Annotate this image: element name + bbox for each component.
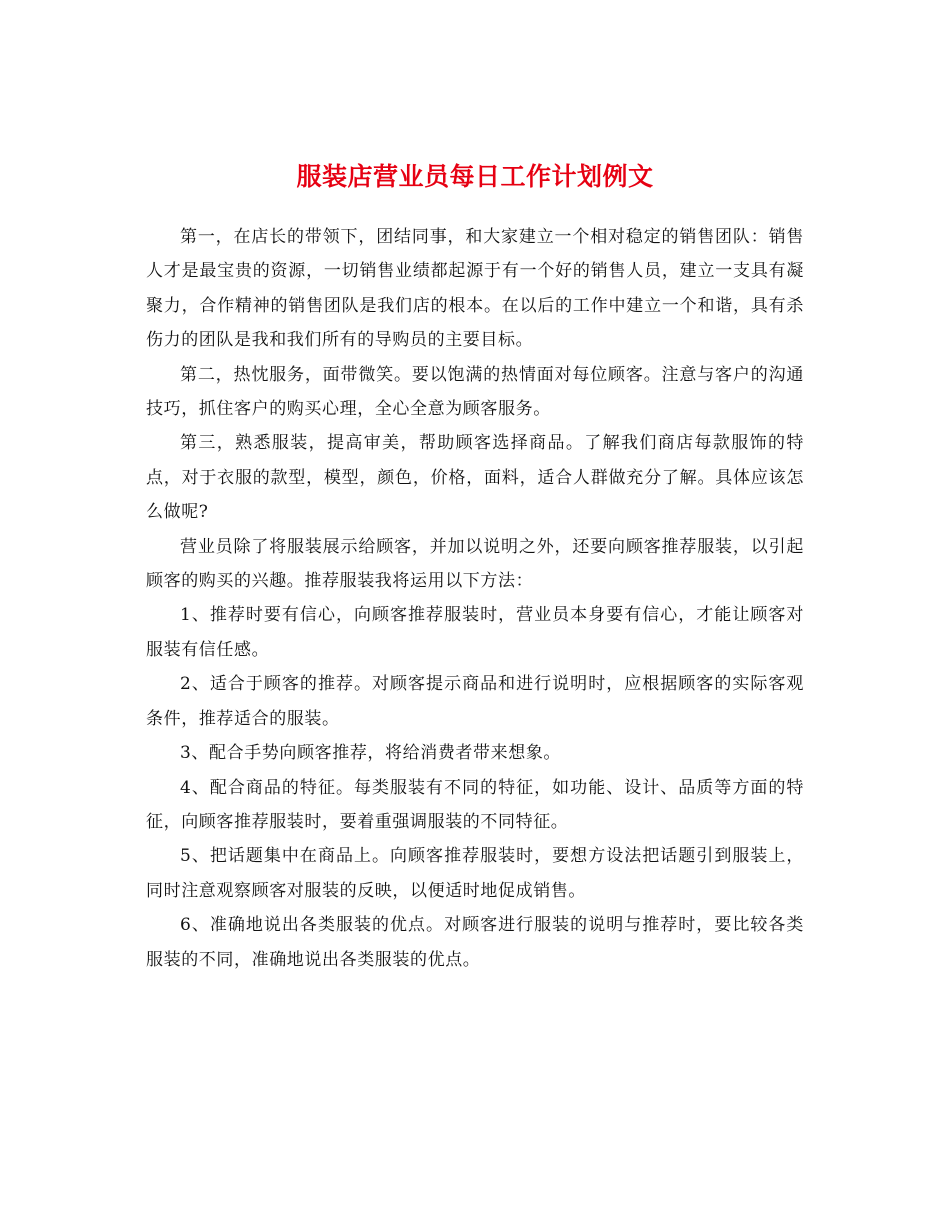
- paragraph-10: 6、准确地说出各类服装的优点。对顾客进行服装的说明与推荐时，要比较各类服装的不同，准确地说出各类服装的优点。: [146, 915, 804, 970]
- paragraph-8: 4、配合商品的特征。每类服装有不同的特征，如功能、设计、品质等方面的特征，向顾客推荐服装时，要着重强调服装的不同特征。: [146, 777, 804, 832]
- document-body: [146, 220, 804, 977]
- paragraph-4: 营业员除了将服装展示给顾客，并加以说明之外，还要向顾客推荐服装，以引起顾客的购买的兴趣。推荐服装我将运用以下方法：: [146, 536, 804, 592]
- paragraph-6: 2、适合于顾客的推荐。对顾客提示商品和进行说明时，应根据顾客的实际客观条件，推荐适合的服装。: [146, 674, 804, 729]
- paragraph-5: 1、推荐时要有信心，向顾客推荐服装时，营业员本身要有信心，才能让顾客对服装有信任感。: [146, 605, 804, 660]
- paragraph-7: 3、配合手势向顾客推荐，将给消费者带来想象。: [180, 743, 562, 764]
- paragraph-9: 5、把话题集中在商品上。向顾客推荐服装时，要想方设法把话题引到服装上，同时注意观察顾客对服装的反映，以便适时地促成销售。: [146, 846, 804, 901]
- document-title: 服装店营业员每日工作计划例文: [296, 161, 654, 191]
- paragraph-2: 第二，热忱服务，面带微笑。要以饱满的热情面对每位顾客。注意与客户的沟通技巧，抓住客户的购买心理，全心全意为顾客服务。: [146, 364, 804, 420]
- paragraph-3: 第三，熟悉服装，提高审美，帮助顾客选择商品。了解我们商店每款服饰的特点，对于衣服的款型，模型，颜色，价格，面料，适合人群做充分了解。具体应该怎么做呢?: [146, 433, 804, 523]
- paragraph-1: 第一，在店长的带领下，团结同事，和大家建立一个相对稳定的销售团队：销售人才是最宝贵的资源，一切销售业绩都起源于有一个好的销售人员，建立一支具有凝聚力，合作精神的销售团队是我们店的根本。在以后的工作中建立一个和谐，具有杀伤力的团队是我和我们所有的导购员的主要目标。: [146, 227, 804, 351]
